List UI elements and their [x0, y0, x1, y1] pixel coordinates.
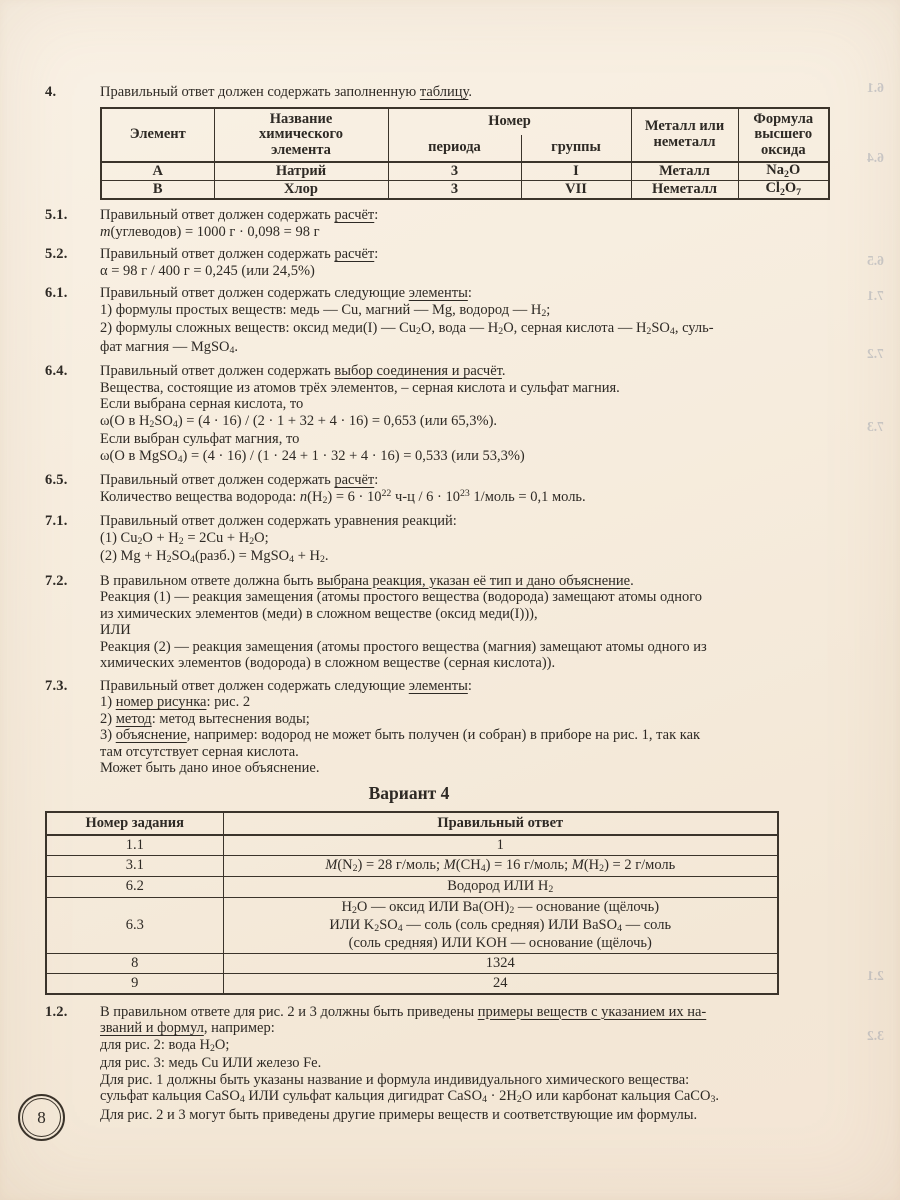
col-name: Название химического элемента	[214, 108, 388, 163]
answer-line: Водород ИЛИ $H_2$	[447, 877, 554, 895]
text-line	[100, 573, 868, 590]
element-cell: $Cl_2O_7$	[738, 181, 829, 200]
answer-cell	[223, 953, 778, 973]
answer-line: 1	[496, 836, 504, 853]
text-line-content: Вещества, состоящие из атомов трёх элементов, – серная кислота и сульфат магния.	[100, 379, 620, 396]
table-row	[101, 181, 829, 200]
answer-cell	[223, 835, 778, 856]
table-row	[46, 953, 778, 973]
item-body	[100, 573, 868, 672]
text-line-content: Правильный ответ должен содержать расчёт:	[100, 207, 379, 223]
variant-answers-table	[45, 811, 779, 995]
text-line-content: Количество вещества водорода: $n(H_2) = 6 \cdot 10^{22}$ $ч-ц / 6 \cdot 10^{23}$ 1/моль = 0,1 моль.	[100, 488, 586, 506]
item-body	[100, 1004, 868, 1124]
text-line-content: Для рис. 2 и 3 могут быть приведены другие примеры веществ и соответствующие им формулы.	[100, 1106, 698, 1123]
text-line-content: 1) номер рисунка: рис. 2	[100, 694, 251, 710]
text-line	[100, 711, 868, 728]
item-body	[100, 678, 868, 777]
table-row	[46, 835, 778, 856]
answer-item	[45, 513, 868, 567]
item-number: 5.1.	[45, 207, 68, 223]
text-line-content: химических элементов (водорода) в сложном веществе (серная кислота)).	[100, 655, 556, 671]
text-line	[100, 263, 868, 280]
text-line-content: Если выбран сульфат магния, то	[100, 431, 300, 447]
answer-item	[45, 246, 868, 279]
text-line-content: 2) метод: метод вытеснения воды;	[100, 710, 310, 727]
col-period: периода	[388, 135, 521, 162]
text-line	[100, 622, 868, 639]
text-line-content: Реакция (2) — реакция замещения (атомы простого вещества (магния) замещают атомы одного из	[100, 638, 707, 655]
element-cell: В	[101, 181, 214, 200]
answer-item	[45, 207, 868, 240]
text-line	[100, 760, 868, 777]
table-row	[46, 876, 778, 897]
text-line	[100, 285, 868, 302]
text-line	[100, 489, 868, 508]
text-line-content: В правильном ответе должна быть выбрана реакция, указан её тип и дано объяснение.	[100, 572, 634, 589]
answer-cell	[223, 855, 778, 876]
item-number: 7.3.	[45, 677, 68, 694]
text-line-content: Правильный ответ должен содержать следующие элементы:	[100, 677, 472, 694]
answer-cell	[223, 897, 778, 953]
text-line	[100, 513, 868, 530]
text-line-content: ИЛИ	[100, 622, 131, 638]
page-number-badge	[18, 1094, 65, 1141]
element-cell: Неметалл	[631, 181, 738, 200]
answer-item	[45, 363, 868, 466]
text-line	[100, 472, 868, 489]
text-line	[100, 207, 868, 224]
text-line-content: Правильный ответ должен содержать заполненную таблицу.	[100, 84, 472, 100]
element-cell: Хлор	[214, 181, 388, 200]
variant-heading: Вариант 4	[368, 782, 450, 803]
task-cell: 6.3	[46, 897, 223, 953]
answers-header-row	[46, 812, 778, 835]
col-group: группы	[521, 135, 631, 162]
element-cell: $Na_2O$	[738, 162, 829, 181]
answer-line: 24	[493, 974, 508, 991]
answer-line: $H_2O$ — оксид ИЛИ $Ba(OH)_2$ — основание (щёлочь)	[341, 898, 660, 916]
text-line-content: В правильном ответе для рис. 2 и 3 должны быть приведены примеры веществ с указанием их на-	[100, 1003, 707, 1020]
task-cell: 6.2	[46, 876, 223, 897]
text-line	[100, 320, 868, 339]
text-line	[100, 639, 868, 656]
bleedthrough-number: 6.1	[867, 80, 884, 95]
answer-line: ИЛИ $K_2SO_4$ — соль (соль средняя) ИЛИ BaSO$_4$ — соль	[329, 916, 672, 934]
text-line-content: Правильный ответ должен содержать следующие элементы:	[100, 285, 472, 301]
item-number: 7.1.	[45, 513, 68, 529]
element-cell: I	[521, 162, 631, 181]
text-line-content: m(углеводов) = 1000 г · 0,098 = 98 г	[100, 223, 320, 240]
text-line-content: ω(O в MgSO$_4$) = (4 · 16) / (1 · 24 + 1 · 32 + 4 · 16) = 0,533 (или 53,3%)	[100, 447, 525, 465]
col-element: Элемент	[101, 108, 214, 163]
text-line	[100, 606, 868, 623]
text-line-content: Может быть дано иное объяснение.	[100, 760, 320, 776]
answers-col-answer: Правильный ответ	[223, 812, 778, 835]
text-line-content: из химических элементов (меди) в сложном веществе (оксид меди(I))),	[100, 605, 538, 622]
answers-col-task: Номер задания	[46, 812, 223, 835]
text-line-content: (1) $Cu_2O + H_2 = 2Cu + H_2O$;	[100, 529, 269, 547]
answer-line: 1324	[485, 954, 515, 971]
item-body	[100, 84, 868, 201]
element-header-row	[101, 108, 829, 135]
text-line-content: сульфат кальция CaSO$_4$ ИЛИ сульфат кальция дигидрат CaSO$_4$ · $2H_2O$ или карбонат кальция CaCO$_3$.	[100, 1088, 719, 1106]
bleedthrough-number: 6.5	[867, 253, 884, 268]
item-number: 6.4.	[45, 363, 68, 379]
text-line	[100, 380, 868, 397]
text-line-content: званий и формул, например:	[100, 1020, 275, 1036]
text-line	[100, 694, 868, 711]
text-line-content: (2) $Mg + H_2SO_4(разб.)$ = MgSO$_4$ + $H_2$.	[100, 548, 329, 566]
item-number: 5.2.	[45, 246, 68, 262]
text-line	[100, 448, 868, 467]
answer-cell	[223, 876, 778, 897]
text-line	[100, 363, 868, 380]
bleedthrough-number: 2.1	[867, 968, 884, 983]
text-line	[100, 413, 868, 432]
bleedthrough-number: 6.4	[867, 150, 884, 165]
bleedthrough-number: 3.2	[867, 1028, 884, 1043]
answer-key-sections-bottom	[45, 1004, 868, 1124]
text-line	[100, 530, 868, 549]
text-line-content: Правильный ответ должен содержать расчёт:	[100, 472, 379, 488]
col-formula: Формула высшего оксида	[738, 108, 829, 163]
answer-item	[45, 472, 868, 507]
text-line	[100, 1020, 868, 1037]
col-metal: Металл или неметалл	[631, 108, 738, 163]
bleedthrough-number: 7.1	[867, 288, 884, 303]
text-line	[100, 224, 868, 241]
text-line-content: 1) формулы простых веществ: медь — Cu, магний — Mg, водород — $H_2$;	[100, 301, 551, 319]
answer-item	[45, 84, 868, 201]
answer-line: (соль средняя) ИЛИ KOH — основание (щёлочь)	[348, 934, 652, 951]
answer-key-sections-top	[45, 84, 868, 777]
item-body	[100, 363, 868, 466]
text-line	[100, 431, 868, 448]
element-properties-table	[100, 107, 830, 201]
item-number: 7.2.	[45, 572, 68, 589]
page-number: 8	[37, 1107, 46, 1127]
text-line	[100, 655, 868, 672]
table-row	[46, 855, 778, 876]
table-row	[46, 973, 778, 994]
text-line	[100, 1088, 868, 1107]
page-number-ring	[22, 1098, 61, 1137]
text-line	[100, 1107, 868, 1124]
bleedthrough-number: 7.3	[867, 419, 884, 434]
text-line	[100, 1072, 868, 1089]
item-body	[100, 472, 868, 507]
text-line	[100, 548, 868, 567]
text-line	[100, 1004, 868, 1021]
text-line-content: α = 98 г / 400 г = 0,245 (или 24,5%)	[100, 262, 315, 279]
task-cell: 9	[46, 973, 223, 994]
text-line-content: для рис. 2: вода $H_2O$;	[100, 1036, 230, 1054]
text-line	[100, 396, 868, 413]
item-number: 4.	[45, 84, 57, 100]
text-line-content: для рис. 3: медь Cu ИЛИ железо Fe.	[100, 1055, 322, 1071]
element-cell: 3	[388, 162, 521, 181]
text-line-content: фат магния — MgSO$_4$.	[100, 338, 239, 356]
element-cell: VII	[521, 181, 631, 200]
text-line-content: 3) объяснение, например: водород не может быть получен (и собран) в приборе на рис. 1, так как	[100, 727, 701, 743]
table-row	[101, 162, 829, 181]
item-body	[100, 285, 868, 357]
answer-item	[45, 285, 868, 357]
text-line	[100, 1055, 868, 1072]
item-number: 1.2.	[45, 1003, 68, 1020]
answer-cell	[223, 973, 778, 994]
text-line	[100, 727, 868, 744]
text-line-content: Правильный ответ должен содержать расчёт:	[100, 246, 379, 262]
col-number: Номер	[388, 108, 631, 135]
text-line	[100, 302, 868, 321]
text-line-content: Правильный ответ должен содержать выбор соединения и расчёт.	[100, 363, 506, 379]
answer-item	[45, 1004, 868, 1124]
item-number: 6.5.	[45, 472, 68, 488]
text-line-content: Правильный ответ должен содержать уравнения реакций:	[100, 513, 457, 529]
text-line	[100, 678, 868, 695]
table-row	[46, 897, 778, 953]
text-line	[100, 246, 868, 263]
text-line	[100, 339, 868, 358]
bleedthrough-number: 7.2	[867, 346, 884, 361]
text-line	[100, 744, 868, 761]
item-number: 6.1.	[45, 285, 68, 301]
element-cell: А	[101, 162, 214, 181]
item-body	[100, 513, 868, 567]
text-line-content: Реакция (1) — реакция замещения (атомы простого вещества (водорода) замещают атомы одного	[100, 589, 703, 605]
element-cell: Натрий	[214, 162, 388, 181]
item-body	[100, 246, 868, 279]
text-line	[100, 84, 868, 101]
element-cell: Металл	[631, 162, 738, 181]
task-cell: 3.1	[46, 855, 223, 876]
task-cell: 8	[46, 953, 223, 973]
answer-line: $M(N_2) = 28$ г/моль; $M(CH_4) = 16$ г/моль; $M(H_2) = 2$ г/моль	[325, 856, 676, 874]
page-content	[45, 84, 868, 1129]
text-line-content: Для рис. 1 должны быть указаны название и формула индивидуального химического вещества:	[100, 1071, 690, 1088]
answer-item	[45, 573, 868, 672]
text-line-content: ω(O в $H_2SO_4) = (4 \cdot 16) / (2 \cdot 1 + 32 + 4 \cdot 16) = 0,653$ (или 65,3%).	[100, 412, 498, 430]
text-line	[100, 589, 868, 606]
text-line	[100, 1037, 868, 1056]
text-line-content: Если выбрана серная кислота, то	[100, 396, 304, 412]
text-line-content: там отсутствует серная кислота.	[100, 743, 299, 760]
task-cell: 1.1	[46, 835, 223, 856]
item-body	[100, 207, 868, 240]
answer-item	[45, 678, 868, 777]
element-cell: 3	[388, 181, 521, 200]
text-line-content: 2) формулы сложных веществ: оксид меди(I) — $Cu_2O$, вода — $H_2O$, серная кислота — $H_2SO_4$, суль-	[100, 320, 714, 338]
